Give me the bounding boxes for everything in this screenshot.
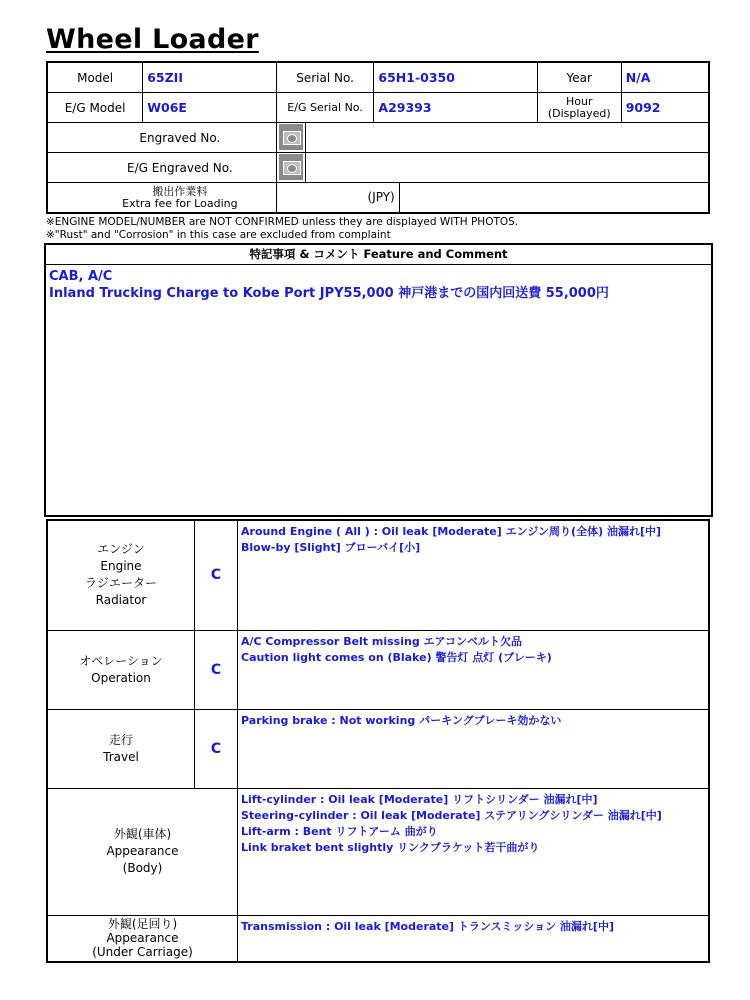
appearance-body-label-1: 外観(車体) (113, 827, 172, 841)
appearance-body-category (47, 788, 238, 915)
engine-grade: C (195, 520, 238, 630)
operation-label-1: オペレーション (79, 653, 163, 668)
loading-fee-label (47, 183, 276, 214)
eg-serial-value: A29393 (374, 93, 537, 123)
model-value: 65ZII (143, 62, 277, 93)
appearance-under-label-3: (Under Carriage) (92, 945, 193, 960)
appearance-body-label-3: (Body) (122, 861, 163, 875)
condition-row-appearance-under (47, 915, 709, 962)
operation-comment-2: Caution light comes on (Blake) 警告灯 点灯 (ブレーキ) (241, 650, 552, 664)
machine-info-table (46, 61, 710, 214)
feature-body (46, 265, 711, 305)
travel-comment-1: Parking brake : Not working パーキングブレーキ効かない (241, 713, 562, 727)
operation-category (47, 630, 195, 709)
eg-engraved-cell (276, 153, 709, 183)
condition-row-appearance-body (47, 788, 709, 915)
page-title: Wheel Loader (46, 24, 259, 55)
appearance-body-comment-3: Lift-arm : Bent リフトアーム 曲がり (241, 824, 438, 838)
loading-fee-label-en: Extra fee for Loading (122, 196, 238, 210)
year-label: Year (537, 62, 621, 93)
operation-comments (238, 630, 710, 709)
condition-row-travel (47, 709, 709, 788)
note-line-2: ※"Rust" and "Corrosion" in this case are excluded from complaint (46, 229, 391, 241)
travel-label-2: Travel (103, 749, 139, 764)
hour-label-line2: (Displayed) (547, 106, 611, 120)
model-label: Model (47, 62, 143, 93)
loading-fee-cell (276, 183, 709, 214)
camera-icon (279, 154, 303, 180)
engine-comment-2: Blow-by [Slight] ブローバイ[小] (241, 541, 421, 554)
travel-grade: C (195, 709, 238, 788)
feature-heading: 特記事項 & コメント Feature and Comment (46, 245, 711, 265)
condition-row-engine (47, 520, 709, 630)
condition-row-operation (47, 630, 709, 709)
condition-table (46, 519, 710, 963)
operation-label-2: Operation (91, 670, 151, 685)
appearance-body-label-2: Appearance (106, 844, 179, 858)
engine-category (47, 520, 195, 630)
appearance-under-comment-1: Transmission : Oil leak [Moderate] トランスミッション 油漏れ[中] (241, 919, 614, 933)
appearance-under-label-2: Appearance (106, 931, 179, 946)
engine-comments (238, 520, 710, 630)
eg-engraved-label: E/G Engraved No. (47, 153, 276, 183)
appearance-under-label-1: 外観(足回り) (107, 917, 178, 932)
feature-line-2: Inland Trucking Charge to Kobe Port JPY55,000 神戸港までの国内回送費 55,000円 (49, 286, 609, 301)
eg-model-label: E/G Model (47, 93, 143, 123)
feature-comment-box (44, 243, 713, 517)
loading-fee-label-jp: 搬出作業料 (152, 184, 208, 198)
operation-grade: C (195, 630, 238, 709)
engine-label-1: エンジン (97, 542, 145, 557)
appearance-body-comments (238, 788, 710, 915)
engine-label-4: Radiator (95, 593, 147, 608)
eg-model-value: W06E (143, 93, 277, 123)
engraved-label: Engraved No. (47, 123, 276, 153)
engine-label-3: ラジエーター (84, 576, 157, 591)
notes (46, 216, 518, 242)
note-line-1: ※ENGINE MODEL/NUMBER are NOT CONFIRMED unless they are displayed WITH PHOTOS. (46, 216, 519, 228)
appearance-under-comments (238, 915, 710, 962)
appearance-body-comment-2: Steering-cylinder : Oil leak [Moderate] ステアリングシリンダー 油漏れ[中] (241, 808, 662, 822)
feature-line-1: CAB, A/C (49, 269, 113, 284)
engraved-cell (276, 123, 709, 153)
appearance-body-comment-1: Lift-cylinder : Oil leak [Moderate] リフトシリンダー 油漏れ[中] (241, 792, 598, 806)
travel-label-1: 走行 (108, 732, 133, 747)
operation-comment-1: A/C Compressor Belt missing エアコンベルト欠品 (241, 634, 522, 648)
travel-comments (238, 709, 710, 788)
camera-icon (279, 124, 303, 150)
hour-label-line1: Hour (566, 94, 593, 108)
hour-label (537, 93, 621, 123)
serial-label: Serial No. (276, 62, 374, 93)
engine-label-2: Engine (100, 559, 142, 574)
engine-comment-1: Around Engine ( All ) : Oil leak [Moderate] エンジン周り(全体) 油漏れ[中] (241, 525, 661, 538)
serial-value: 65H1-0350 (374, 62, 537, 93)
appearance-body-comment-4: Link braket bent slightly リンクブラケット若干曲がり (241, 840, 540, 854)
appearance-under-category (47, 915, 238, 962)
loading-fee-currency: (JPY) (277, 183, 400, 212)
year-value: N/A (621, 62, 709, 93)
hour-value: 9092 (621, 93, 709, 123)
eg-serial-label: E/G Serial No. (276, 93, 374, 123)
travel-category (47, 709, 195, 788)
